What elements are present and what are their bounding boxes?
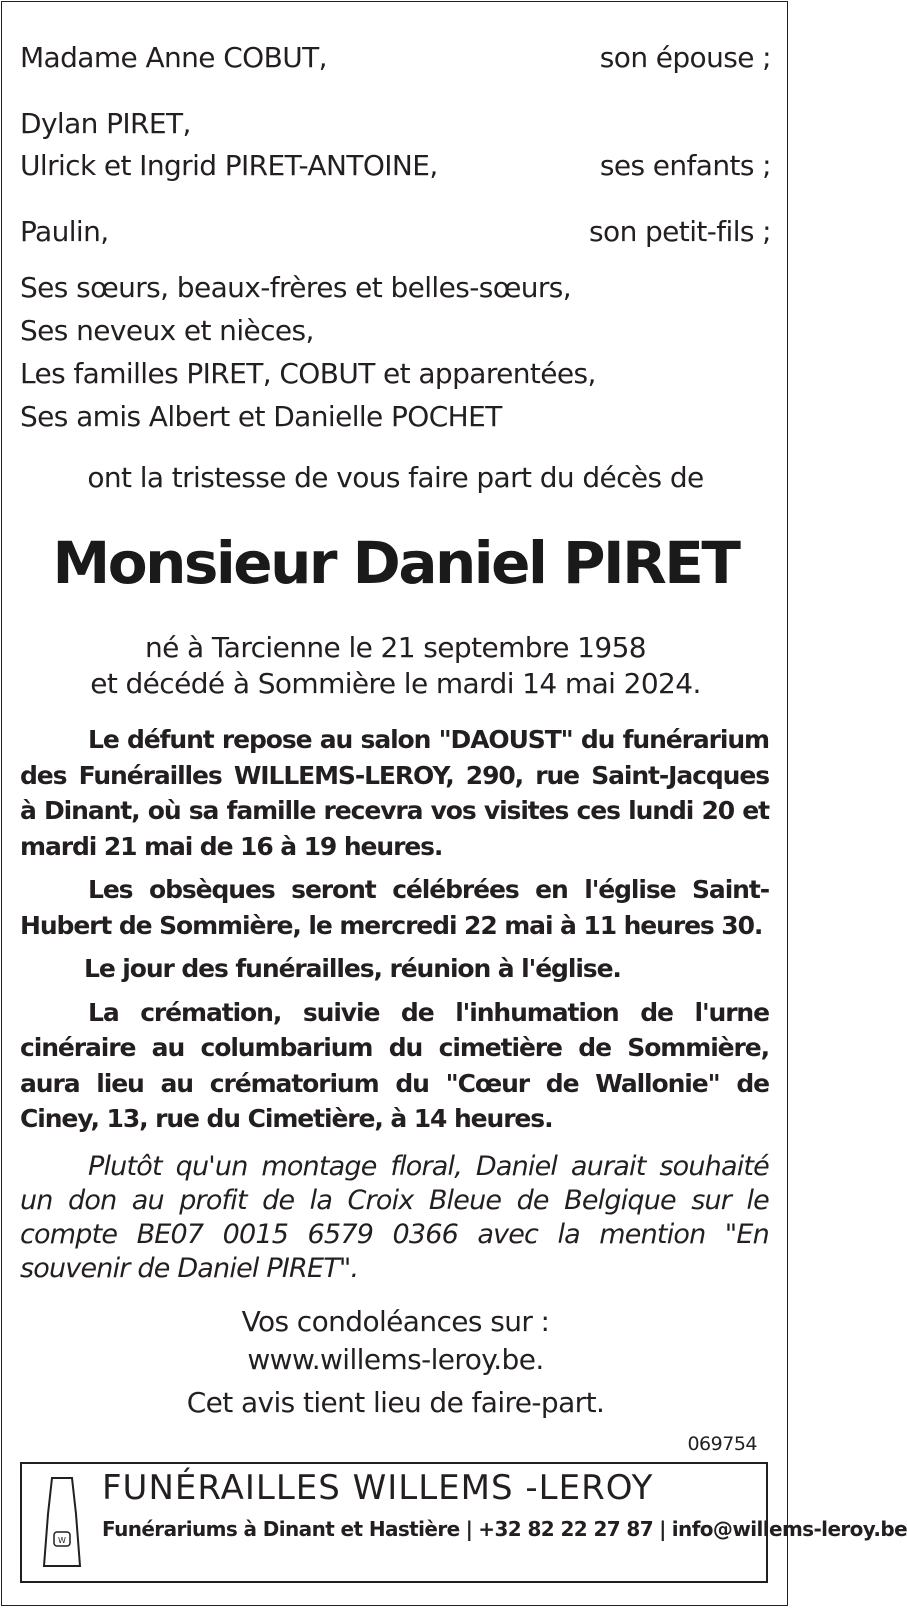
announcement-line: ont la tristesse de vous faire part du décès de xyxy=(87,461,704,494)
details-paragraph: Le défunt repose au salon "DAOUST" du funérarium des Funérailles WILLEMS-LEROY, 290, rue Saint-Jacques à Dinant, où sa famille recevra vos visites ces lundi 20 et mardi 21 mai de 16 à 19 heures. xyxy=(20,725,769,861)
grandchild-name: Paulin, xyxy=(20,215,109,248)
condolences-label: Vos condoléances sur : xyxy=(241,1305,550,1338)
svg-text:W: W xyxy=(58,1536,66,1545)
child-name-1: Dylan PIRET, xyxy=(20,107,191,140)
details-paragraph: Le jour des funérailles, réunion à l'église. xyxy=(84,954,621,983)
deceased-name: Monsieur Daniel PIRET xyxy=(52,529,739,597)
spouse-name: Madame Anne COBUT, xyxy=(20,41,327,74)
relatives-line: Les familles PIRET, COBUT et apparentées, xyxy=(20,357,596,390)
funeral-home-footer xyxy=(20,1462,907,1583)
details-paragraph: La crémation, suivie de l'inhumation de l'urne cinéraire au columbarium du cimetière de Sommière, aura lieu au crématorium du "Cœur de Wallonie" de Ciney, 13, rue du Cimetière, à 14 heures. xyxy=(20,997,769,1133)
spouse-row xyxy=(20,40,771,76)
details-paragraph: Les obsèques seront célébrées en l'église Saint-Hubert de Sommière, le mercredi 22 mai à 11 heures 30. xyxy=(20,875,769,940)
relatives-line: Ses sœurs, beaux-frères et belles-sœurs, xyxy=(20,271,572,304)
contact-line xyxy=(102,1517,907,1541)
separator: | xyxy=(465,1517,473,1541)
locations-text: Funérariums à Dinant et Hastière xyxy=(102,1517,460,1541)
spouse-relation: son épouse ; xyxy=(599,41,771,74)
children-relation: ses enfants ; xyxy=(599,149,771,182)
separator: | xyxy=(659,1517,666,1541)
children-names: Ulrick et Ingrid PIRET-ANTOINE, xyxy=(20,149,438,182)
email-address[interactable]: info@willems-leroy.be xyxy=(671,1517,907,1541)
condolences-url[interactable]: www.willems-leroy.be. xyxy=(247,1343,544,1376)
birth-line: né à Tarcienne le 21 septembre 1958 xyxy=(144,631,647,664)
donation-paragraph: Plutôt qu'un montage floral, Daniel aurait souhaité un don au profit de la Croix Bleue de Belgique sur le compte BE07 0015 6579 0366 avec la mention "En souvenir de Daniel PIRET". xyxy=(20,1151,769,1284)
children-row xyxy=(20,148,771,184)
company-name: FUNÉRAILLES WILLEMS -LEROY xyxy=(102,1468,654,1508)
reference-number: 069754 xyxy=(687,1433,757,1455)
relatives-line: Ses amis Albert et Danielle POCHET xyxy=(20,400,502,433)
phone-number[interactable]: +32 82 22 27 87 xyxy=(478,1517,654,1541)
notice-line: Cet avis tient lieu de faire-part. xyxy=(186,1386,605,1419)
funeral-details xyxy=(20,722,769,1137)
grandchild-relation: son petit-fils ; xyxy=(589,215,771,248)
death-line: et décédé à Sommière le mardi 14 mai 2024. xyxy=(90,667,701,700)
relatives-line: Ses neveux et nièces, xyxy=(20,314,314,347)
grandchild-row xyxy=(20,214,771,250)
urn-icon xyxy=(40,1474,84,1572)
